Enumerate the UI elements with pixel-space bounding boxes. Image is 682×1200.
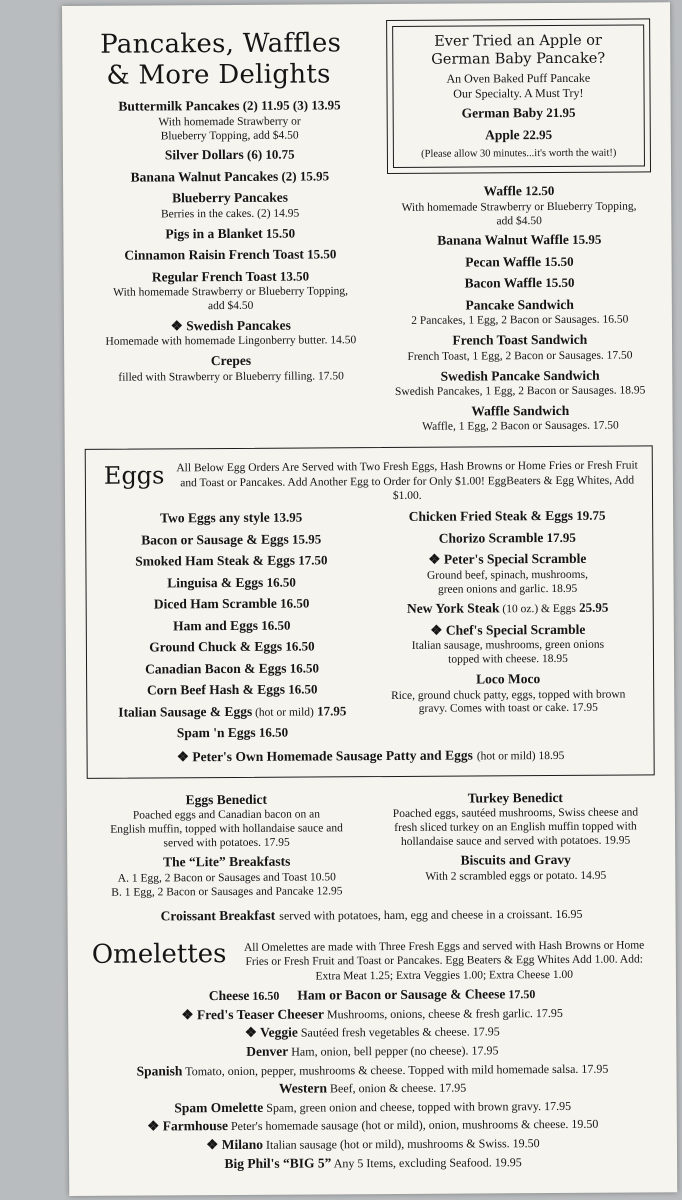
menu-item-name: Two Eggs any style: [160, 510, 270, 526]
menu-item-name: Silver Dollars: [164, 147, 244, 163]
apple-box-title-line2: German Baby Pancake?: [431, 50, 606, 68]
menu-item-desc: (10 oz.) & Eggs: [499, 603, 576, 616]
menu-item-name: Spam 'n Eggs: [176, 725, 256, 741]
menu-item: [83, 244, 377, 265]
croissant-breakfast-item: [88, 903, 656, 926]
menu-item-price: 15.50: [303, 246, 337, 262]
omelette-name: Denver: [246, 1043, 289, 1059]
menu-item-name: Canadian Bacon & Eggs: [145, 660, 287, 677]
menu-item-price: 13.50: [276, 268, 310, 284]
apple-box-sub-line2: Our Specialty. A Must Try!: [453, 86, 584, 101]
menu-item: [84, 315, 378, 350]
pancakes-item-list: [83, 95, 378, 385]
menu-item-name: The “Lite” Breakfasts: [163, 854, 291, 870]
menu-item: [84, 350, 378, 385]
omelette-name: ❖ Fred's Teaser Cheeser: [181, 1006, 324, 1023]
omelette-desc: Ham, onion, bell pepper (no cheese). 17.95: [288, 1043, 499, 1059]
menu-item: [83, 188, 377, 223]
apple-box-title-line1: Ever Tried an Apple or: [434, 32, 602, 50]
menu-item: [399, 103, 637, 124]
menu-item-desc: Homemade with homemade Lingonberry butter. 14.50: [105, 334, 357, 349]
menu-item-desc: Poached eggs and Canadian bacon on an English muffin, topped with hollandaise sauce and served with potatoes. 17.95: [110, 808, 343, 850]
menu-item: [372, 527, 642, 548]
omelette-name: Cheese: [208, 988, 250, 1004]
menu-item-price: 16.50: [284, 681, 318, 698]
omelette-row: [88, 1059, 656, 1080]
top-section: [82, 18, 653, 437]
menu-item-name: Cinnamon Raisin French Toast: [124, 246, 304, 263]
menu-item: [87, 789, 366, 852]
menu-item-name: Apple: [485, 126, 520, 143]
menu-item: [97, 723, 367, 744]
menu-item-price: 15.50: [262, 225, 296, 241]
menu-item-price: (2) 15.95: [278, 168, 330, 184]
menu-item-name: Waffle Sandwich: [471, 402, 570, 419]
menu-item-name: German Baby: [461, 105, 543, 121]
menu-item-desc: A. 1 Egg, 2 Bacon or Sausages and Toast 10.50 B. 1 Egg, 2 Bacon or Sausages and Pancake 12.95: [111, 871, 343, 899]
eggs-right-list: [372, 504, 643, 742]
menu-item-desc: Poached eggs, sautéed mushrooms, Swiss cheese and fresh sliced turkey on an English muffin topped with hollandaise sauce and served with potatoes. 19.95: [392, 806, 639, 848]
menu-item-name: Ground Chuck & Eggs: [149, 639, 283, 655]
menu-item: [387, 230, 651, 251]
omelette-desc: Italian sausage (hot or mild), mushrooms & Swiss. 19.50: [262, 1136, 540, 1152]
menu-item-desc: With homemade Strawberry or Blueberry Topping, add $4.50: [401, 200, 637, 227]
menu-item-name: Regular French Toast: [151, 268, 277, 285]
menu-item: [96, 507, 366, 528]
menu-item-desc: Berries in the cakes. (2) 14.95: [160, 207, 300, 221]
menu-item: [96, 572, 366, 593]
apple-pancake-box: [386, 18, 651, 174]
menu-item-desc: With homemade Strawberry or Blueberry Topping, add $4.50: [158, 115, 301, 143]
eggs-footer-desc: (hot or mild) 18.95: [476, 749, 565, 763]
menu-item: [387, 273, 651, 294]
omelette-name: Western: [278, 1080, 328, 1096]
menu-item-desc: With 2 scrambled eggs or potato. 14.95: [425, 869, 607, 883]
omelette-desc: Peter's homemade sausage (hot or mild), onion, mushrooms & cheese. 19.50: [227, 1117, 599, 1134]
menu-item-price: 17.50: [294, 552, 328, 568]
eggs-footer-name: ❖ Peter's Own Homemade Sausage Patty and Eggs: [176, 747, 473, 765]
omelette-price-secondary: 17.50: [505, 987, 536, 1002]
menu-item: [376, 787, 655, 850]
omelette-desc: Beef, onion & cheese. 17.95: [326, 1080, 467, 1096]
menu-item-name: Blueberry Pancakes: [172, 190, 289, 206]
omelettes-section: [88, 934, 656, 985]
menu-item-name: French Toast Sandwich: [452, 332, 588, 348]
omelette-desc: Mushrooms, onions, cheese & fresh garlic. 17.95: [323, 1005, 563, 1022]
menu-item: [87, 852, 366, 901]
menu-item-desc: Rice, ground chuck patty, eggs, topped with brown gravy. Comes with toast or cake. 17.95: [391, 688, 626, 716]
omelette-name: Big Phil's “BIG 5”: [224, 1154, 332, 1171]
omelette-row: [88, 1022, 656, 1043]
apple-box-sub-line1: An Oven Baked Puff Pancake: [446, 71, 591, 86]
omelette-name: ❖ Milano: [206, 1136, 264, 1153]
waffles-item-list: [387, 181, 653, 436]
menu-item: [387, 251, 651, 272]
menu-item: [376, 850, 655, 885]
menu-item-name: Chicken Fried Steak & Eggs: [408, 508, 574, 525]
benedict-right-list: [376, 785, 656, 899]
omelette-row: [88, 985, 656, 1006]
apple-box-title: [399, 31, 638, 69]
menu-item-name: Bacon or Sausage & Eggs: [141, 531, 289, 548]
omelette-name-secondary: Ham or Bacon or Sausage & Cheese: [297, 986, 506, 1003]
apple-box-item-list: [399, 103, 638, 145]
omelette-name: Spanish: [136, 1062, 183, 1079]
menu-item: [387, 181, 652, 230]
benedict-section: [87, 785, 656, 900]
menu-item-price: 12.50: [521, 183, 555, 199]
eggs-heading: Eggs: [103, 461, 165, 490]
menu-item-name: Waffle: [483, 183, 522, 199]
pancakes-heading-line1: Pancakes, Waffles: [100, 28, 342, 60]
omelette-row: [89, 1078, 657, 1099]
waffles-column: [386, 18, 653, 435]
omelettes-item-list: [88, 985, 657, 1173]
menu-item-name: Corn Beef Hash & Eggs: [146, 682, 285, 698]
menu-item-desc: French Toast, 1 Egg, 2 Bacon or Sausages. 17.50: [407, 349, 633, 363]
menu-item: [83, 95, 377, 144]
menu-item: [373, 669, 643, 718]
benedict-left-list: [87, 787, 367, 901]
menu-item-name: Pancake Sandwich: [465, 296, 574, 313]
menu-item-name: Chorizo Scramble: [438, 529, 544, 546]
menu-item: [84, 266, 378, 315]
menu-item-name: Loco Moco: [476, 671, 541, 687]
omelette-row: [89, 1133, 657, 1154]
omelette-row: [89, 1152, 657, 1173]
omelettes-note: All Omelettes are made with Three Fresh Eggs and served with Hash Browns or Home Fries or Fresh Fruit and Toast or Pancakes. Egg Beaters & Egg Whites Add 1.00. Add: Extra Meat 1.25; Extra Veggies 1.00; Extra Cheese 1.00: [243, 939, 645, 983]
menu-item-name: ❖ Swedish Pancakes: [170, 317, 291, 334]
menu-item: [97, 637, 367, 658]
croissant-name: Croissant Breakfast: [160, 907, 276, 923]
menu-item-price: 15.50: [541, 253, 574, 269]
menu-item-name: Eggs Benedict: [185, 791, 268, 807]
menu-item-name: Bacon Waffle: [464, 275, 543, 291]
menu-item-name: ❖ Chef's Special Scramble: [430, 621, 586, 638]
menu-item: [373, 619, 643, 668]
menu-item: [372, 506, 642, 527]
menu-item: [97, 594, 367, 615]
menu-item-name: Biscuits and Gravy: [460, 852, 571, 868]
menu-item: [388, 365, 653, 400]
menu-item: [399, 124, 637, 145]
menu-item-name: Banana Walnut Pancakes: [130, 168, 279, 185]
menu-item-desc: Italian sausage, mushrooms, green onions topped with cheese. 18.95: [411, 639, 605, 666]
menu-item-name: ❖ Peter's Special Scramble: [428, 551, 587, 568]
omelette-row: [88, 1003, 656, 1024]
menu-item-price: 21.95: [542, 105, 576, 121]
menu-item-name: Linguisa & Eggs: [167, 574, 264, 591]
menu-item: [97, 701, 367, 722]
omelette-row: [88, 1040, 656, 1061]
menu-page: [62, 2, 677, 1196]
menu-item-desc: 2 Pancakes, 1 Egg, 2 Bacon or Sausages. 16.50: [411, 313, 629, 328]
menu-item-price: 17.95: [543, 529, 576, 545]
omelette-row: [89, 1096, 657, 1117]
pancakes-heading: [100, 28, 376, 91]
eggs-left-list: [96, 505, 367, 743]
menu-item-price: 25.95: [575, 600, 609, 616]
menu-item: [96, 550, 366, 571]
menu-item-name: New York Steak: [406, 600, 500, 617]
menu-item-price: 15.50: [541, 275, 575, 291]
menu-item-desc: Waffle, 1 Egg, 2 Bacon or Sausages. 17.50: [422, 419, 619, 434]
menu-item: [97, 615, 367, 636]
menu-item-price: (2) 11.95 (3) 13.95: [239, 97, 341, 114]
omelette-desc: Spam, green onion and cheese, topped with brown gravy. 17.95: [263, 1098, 572, 1115]
eggs-section: [85, 446, 655, 779]
apple-box-subtitle: [399, 71, 637, 102]
menu-item: [388, 330, 653, 365]
menu-item-price: 22.95: [519, 126, 553, 142]
menu-item-name: Diced Ham Scramble: [153, 596, 277, 612]
menu-item-price: 16.50: [286, 660, 320, 676]
omelette-name: Spam Omelette: [174, 1099, 264, 1116]
menu-item-desc: Swedish Pancakes, 1 Egg, 2 Bacon or Sausages. 18.95: [394, 384, 646, 399]
menu-item-desc: filled with Strawberry or Blueberry filling. 17.50: [118, 370, 344, 384]
menu-item-price: 13.95: [269, 509, 303, 526]
menu-item: [83, 166, 377, 187]
menu-item: [372, 549, 642, 598]
menu-item-price: 16.50: [257, 617, 291, 633]
menu-item-price: (6) 10.75: [243, 147, 295, 163]
menu-item-price: 15.95: [288, 531, 322, 547]
menu-item-name: Buttermilk Pancakes: [118, 98, 240, 115]
menu-item-price: 15.95: [568, 232, 602, 248]
omelette-name: ❖ Farmhouse: [147, 1118, 229, 1134]
omelette-row: [89, 1115, 657, 1136]
menu-item-name: Smoked Ham Steak & Eggs: [135, 552, 296, 569]
menu-item-price: 16.50: [263, 574, 296, 590]
menu-item-price: 16.50: [255, 725, 289, 741]
menu-item-price: 17.95: [313, 703, 347, 719]
eggs-note: All Below Egg Orders Are Served with Two Fresh Eggs, Hash Browns or Home Fries or Fresh Fruit and Toast or Pancakes. Add Another Egg to Order for Only $1.00! EggBeaters & Egg Whites, Add $1.00.: [176, 459, 638, 502]
menu-item-name: Pigs in a Blanket: [165, 225, 263, 242]
omelette-desc: Tomato, onion, pepper, mushrooms & cheese. Topped with mild homemade salsa. 17.95: [182, 1061, 609, 1078]
menu-item-desc: Ground beef, spinach, mushrooms, green onions and garlic. 18.95: [426, 568, 589, 596]
menu-item-name: Banana Walnut Waffle: [437, 232, 569, 249]
menu-item-desc: (hot or mild): [252, 706, 314, 719]
menu-item: [83, 223, 377, 244]
menu-item-name: Turkey Benedict: [467, 789, 563, 806]
omelette-desc: Sautéed fresh vegetables & cheese. 17.95: [297, 1024, 500, 1040]
menu-item: [83, 145, 377, 166]
menu-item-name: Crepes: [210, 353, 252, 369]
omelette-name: ❖ Veggie: [244, 1024, 298, 1041]
menu-item-name: Italian Sausage & Eggs: [118, 703, 253, 720]
menu-item-desc: With homemade Strawberry or Blueberry Topping, add $4.50: [113, 285, 349, 313]
pancakes-heading-line2: & More Delights: [106, 59, 331, 91]
pancakes-column: [82, 20, 378, 385]
menu-item-price: 16.50: [282, 638, 315, 655]
menu-item-name: Swedish Pancake Sandwich: [440, 367, 600, 384]
menu-item-price: 19.75: [572, 508, 606, 524]
menu-item: [97, 658, 367, 679]
omelette-desc: Any 5 Items, excluding Seafood. 19.95: [331, 1154, 522, 1170]
menu-item: [387, 294, 652, 329]
menu-item: [96, 529, 366, 550]
menu-item: [388, 400, 653, 435]
eggs-footer-item: [98, 744, 644, 767]
menu-item-price: 16.50: [276, 595, 310, 612]
apple-box-note: (Please allow 30 minutes...it's worth the wait!): [421, 147, 617, 161]
omelette-price: 16.50: [249, 988, 280, 1004]
menu-item: [97, 680, 367, 701]
menu-item-name: Pecan Waffle: [465, 253, 542, 270]
omelettes-heading: Omelettes: [91, 939, 227, 970]
croissant-desc: served with potatoes, ham, egg and cheese in a croissant. 16.95: [279, 906, 583, 923]
menu-item-name: Ham and Eggs: [173, 617, 258, 634]
menu-item: [373, 598, 643, 619]
